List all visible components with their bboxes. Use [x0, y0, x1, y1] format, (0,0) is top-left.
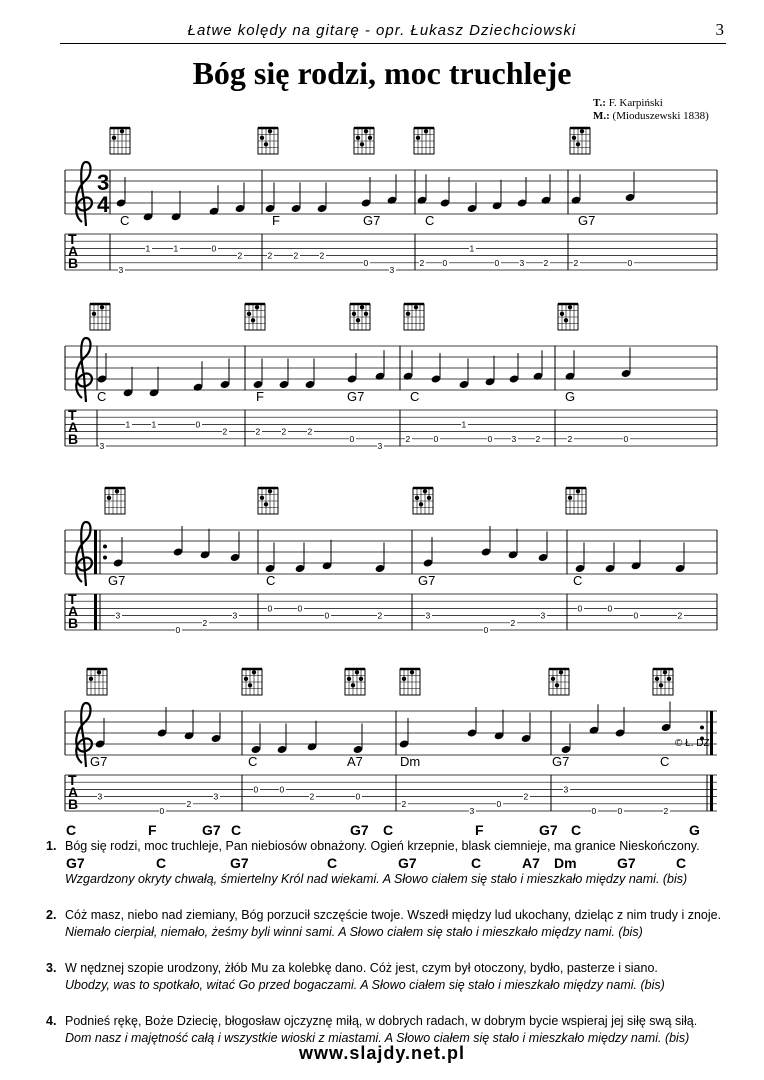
chord-symbol: G7	[90, 754, 108, 769]
chord-symbol: C	[97, 389, 107, 404]
chord-symbol: C	[573, 573, 583, 588]
chord-symbol: Dm	[400, 754, 421, 769]
tab-letter: A	[68, 419, 79, 435]
lyrics-chord: Dm	[554, 855, 577, 871]
note	[533, 350, 544, 381]
header-text: Łatwe kolędy na gitarę - opr. Łukasz Dziechciowski	[187, 22, 577, 39]
tab-fret-number: 2	[202, 617, 208, 628]
music-system-3	[0, 484, 764, 634]
tab-fret-number: 3	[469, 806, 475, 815]
chord-diagram	[242, 669, 262, 695]
music-system-1	[0, 124, 764, 274]
chord-diagram	[413, 488, 433, 514]
note	[277, 724, 288, 755]
chord-diagram	[245, 304, 265, 330]
tab-fret-number: 2	[419, 257, 425, 268]
tab-fret-number: 3	[389, 265, 395, 274]
verse-number: 1.	[46, 839, 57, 853]
chord-diagram	[350, 304, 370, 330]
chord-diagram	[566, 488, 586, 514]
chord-diagram	[400, 669, 420, 695]
tab-fret-number: 0	[591, 806, 597, 815]
tab-fret-number: 0	[496, 798, 502, 809]
lyrics-chord: G7	[398, 855, 417, 871]
chord-symbol: C	[660, 754, 670, 769]
note	[538, 532, 549, 563]
chord-symbol: F	[272, 213, 280, 228]
note	[521, 713, 532, 744]
verse-number: 4.	[46, 1014, 57, 1028]
composer-credit: M.: (Mioduszewski 1838)	[593, 110, 709, 122]
lyrics-chord: C	[156, 855, 167, 871]
tab-fret-number: 0	[363, 257, 369, 268]
note	[631, 540, 642, 571]
tab-fret-number: 3	[115, 610, 121, 621]
verse-text: Niemało cierpiał, niemało, żeśmy byli winni sami. A Słowo ciałem się stało i mieszkało między nami. (bis)	[65, 925, 643, 939]
footer-url[interactable]: www.slajdy.net.pl	[298, 1043, 466, 1063]
tab-letter: A	[68, 784, 79, 800]
note	[541, 174, 552, 205]
chord-symbol: A7	[347, 754, 363, 769]
chord-diagram	[90, 304, 110, 330]
lyrics-chord: G7	[350, 822, 369, 838]
chord-symbol: G7	[552, 754, 570, 769]
chord-symbol: C	[248, 754, 258, 769]
chord-symbol: C	[120, 213, 130, 228]
tab-letter: A	[68, 603, 79, 619]
tab-fret-number: 3	[563, 784, 569, 795]
tab-fret-number: 0	[279, 784, 285, 795]
tab-letter: T	[68, 772, 77, 788]
chord-diagram	[404, 304, 424, 330]
tab-fret-number: 0	[617, 806, 623, 815]
lyrics-chord: G	[689, 822, 700, 838]
note	[230, 532, 241, 563]
tab-fret-number: 2	[401, 798, 407, 809]
chord-diagram	[87, 669, 107, 695]
tab-fret-number: 0	[195, 419, 201, 430]
chord-diagram	[345, 669, 365, 695]
tab-fret-number: 2	[535, 433, 541, 444]
svg-text:4: 4	[97, 192, 110, 217]
tab-fret-number: 3	[540, 610, 546, 621]
note	[403, 350, 414, 381]
tab-fret-number: 2	[543, 257, 549, 268]
verse-2-line	[0, 907, 764, 924]
verse-number: 2.	[46, 908, 57, 922]
tab-staff	[65, 407, 717, 447]
tab-fret-number: 2	[567, 433, 573, 444]
note	[307, 721, 318, 752]
note	[193, 361, 204, 392]
tab-fret-number: 3	[232, 610, 238, 621]
lyrics-chord: C	[383, 822, 394, 838]
music-system-2	[0, 300, 764, 450]
chord-symbol: C	[425, 213, 435, 228]
tab-fret-number: 0	[267, 603, 273, 614]
time-signature	[97, 170, 110, 217]
tab-letter: T	[68, 591, 77, 607]
tab-letter: B	[68, 255, 79, 271]
note	[625, 172, 636, 203]
note	[200, 529, 211, 560]
tab-fret-number: 2	[677, 610, 683, 621]
tab-fret-number: 0	[211, 243, 217, 254]
repeat-start	[94, 530, 107, 630]
note	[211, 713, 222, 744]
note	[265, 543, 276, 574]
note	[467, 183, 478, 214]
tab-fret-number: 2	[523, 791, 529, 802]
lyrics-chord: G7	[230, 855, 249, 871]
lyrics-chord: C	[66, 822, 77, 838]
tab-fret-number: 3	[511, 433, 517, 444]
tab-fret-number: 2	[663, 806, 669, 815]
tab-fret-number: 3	[519, 257, 525, 268]
chord-symbol: G7	[418, 573, 436, 588]
note	[251, 724, 262, 755]
treble-clef	[76, 522, 92, 586]
tab-fret-number: 2	[309, 791, 315, 802]
lyrics-chord-row	[0, 822, 764, 838]
note	[492, 180, 503, 211]
page-header	[0, 0, 764, 40]
lyrics-chord: C	[231, 822, 242, 838]
verse-text: Wzgardzony okryty chwałą, śmiertelny Król nad wiekami. A Słowo ciałem się stało i mieszkało między nami. (bis)	[65, 872, 688, 886]
note	[149, 367, 160, 398]
tab-fret-number: 0	[175, 625, 181, 634]
note	[253, 359, 264, 390]
verse-text: Dom nasz i majętność całą i wszystkie wioski z miastami. A Słowo ciałem się stało i mieszkało między nami. (bis)	[65, 1031, 690, 1045]
tab-fret-number: 3	[97, 791, 103, 802]
lyrics-chord: C	[327, 855, 338, 871]
verse-text: Podnieś rękę, Boże Dziecię, błogosław ojczyznę miłą, w dobrych radach, w dobrym bycie wspieraj jej siłę swą siłą.	[65, 1014, 698, 1028]
tab-fret-number: 2	[186, 798, 192, 809]
lyrics-chord: G7	[617, 855, 636, 871]
note	[621, 348, 632, 379]
lyrics-chord: F	[475, 822, 484, 838]
tab-fret-number: 0	[577, 603, 583, 614]
tab-fret-number: 1	[173, 243, 179, 254]
note	[375, 543, 386, 574]
chord-symbol: G7	[347, 389, 365, 404]
chord-symbol: G7	[108, 573, 126, 588]
header-rule	[60, 43, 726, 44]
tab-letter: B	[68, 615, 79, 631]
note	[387, 174, 398, 205]
tab-fret-number: 0	[494, 257, 500, 268]
treble-clef	[76, 162, 92, 226]
note	[235, 183, 246, 214]
tab-fret-number: 0	[324, 610, 330, 621]
note	[565, 350, 576, 381]
verse-3-line	[0, 960, 764, 977]
verse-4-line	[0, 1013, 764, 1030]
tab-fret-number: 2	[222, 426, 228, 437]
repeat-end	[700, 711, 713, 811]
tab-fret-number: 2	[281, 426, 287, 437]
tab-fret-number: 0	[633, 610, 639, 621]
tab-fret-number: 1	[151, 419, 157, 430]
note	[305, 359, 316, 390]
tab-letter: B	[68, 431, 79, 447]
chord-diagram	[414, 128, 434, 154]
tab-fret-number: 2	[510, 617, 516, 628]
tab-fret-number: 3	[377, 441, 383, 450]
tab-fret-number: 0	[297, 603, 303, 614]
lyrics-chord: G7	[66, 855, 85, 871]
tab-fret-number: 0	[355, 791, 361, 802]
note	[459, 359, 470, 390]
note	[123, 367, 134, 398]
note	[353, 724, 364, 755]
chord-diagram	[258, 488, 278, 514]
chord-symbol: C	[410, 389, 420, 404]
tab-fret-number: 0	[349, 433, 355, 444]
tab-fret-number: 2	[319, 250, 325, 261]
chord-symbol: F	[256, 389, 264, 404]
verse-2-refrain	[0, 924, 764, 941]
note	[209, 185, 220, 216]
chord-diagram	[570, 128, 590, 154]
chord-symbol: G	[565, 389, 576, 404]
tab-fret-number: 2	[293, 250, 299, 261]
tab-fret-number: 0	[253, 784, 259, 795]
verse-text: Bóg się rodzi, moc truchleje, Pan niebiosów obnażony. Ogień krzepnie, blask ciemnieje, ma granice Nieskończony.	[65, 839, 700, 853]
note	[575, 543, 586, 574]
staff	[65, 346, 717, 390]
note	[508, 529, 519, 560]
tab-fret-number: 0	[442, 257, 448, 268]
tab-fret-number: 2	[307, 426, 313, 437]
note	[171, 191, 182, 222]
tab-fret-number: 3	[213, 791, 219, 802]
note	[291, 183, 302, 214]
note	[675, 543, 686, 574]
note	[605, 543, 616, 574]
note	[485, 356, 496, 387]
tab-fret-number: 3	[425, 610, 431, 621]
lyrics-chord: C	[471, 855, 482, 871]
tab-fret-number: 0	[487, 433, 493, 444]
music-system-4	[0, 665, 764, 815]
chord-diagram	[558, 304, 578, 330]
tab-letter: B	[68, 796, 79, 812]
verse-text: Cóż masz, niebo nad ziemiany, Bóg porzucił szczęście twoje. Wszedł między lud ukochany, dzieląc z nim trudy i znoje.	[65, 908, 722, 922]
note	[143, 191, 154, 222]
tab-fret-number: 3	[99, 441, 105, 450]
lyrics-chord: A7	[522, 855, 540, 871]
note	[184, 710, 195, 741]
note	[661, 702, 672, 733]
lyricist-credit: T.: F. Karpiński	[593, 97, 663, 109]
tab-fret-number: 1	[469, 243, 475, 254]
chord-diagram	[110, 128, 130, 154]
note	[220, 359, 231, 390]
tab-fret-number: 0	[623, 433, 629, 444]
note	[279, 359, 290, 390]
tab-fret-number: 0	[159, 806, 165, 815]
tab-fret-number: 3	[118, 265, 124, 274]
note	[295, 543, 306, 574]
lyrics-section	[0, 822, 764, 1047]
tab-fret-number: 2	[267, 250, 273, 261]
note	[265, 183, 276, 214]
verse-1-line	[0, 838, 764, 855]
note	[571, 174, 582, 205]
tab-fret-number: 2	[255, 426, 261, 437]
tab-fret-number: 1	[145, 243, 151, 254]
verse-1-refrain	[0, 871, 764, 888]
tab-staff	[65, 591, 717, 631]
note	[561, 724, 572, 755]
lyrics-chord: C	[571, 822, 582, 838]
tab-letter: T	[68, 231, 77, 247]
lyrics-chord: G7	[539, 822, 558, 838]
treble-clef	[76, 338, 92, 402]
chord-diagram	[105, 488, 125, 514]
tab-fret-number: 2	[573, 257, 579, 268]
tab-fret-number: 2	[405, 433, 411, 444]
tab-fret-number: 1	[461, 419, 467, 430]
staff	[65, 530, 717, 574]
lyrics-chord: C	[676, 855, 687, 871]
verse-text: Ubodzy, was to spotkało, witać Go przed bogaczami. A Słowo ciałem się stało i mieszkało między nami. (bis)	[65, 978, 665, 992]
chord-symbol: G7	[578, 213, 596, 228]
chord-diagram	[258, 128, 278, 154]
chord-symbol: G7	[363, 213, 381, 228]
verse-3-refrain	[0, 977, 764, 994]
note	[317, 183, 328, 214]
chord-symbol: C	[266, 573, 276, 588]
tab-fret-number: 1	[125, 419, 131, 430]
chord-diagram	[354, 128, 374, 154]
copyright-mark: © Ł. DZ	[675, 738, 710, 749]
tab-fret-number: 0	[433, 433, 439, 444]
page-number: 3	[715, 20, 724, 39]
note	[494, 710, 505, 741]
staff	[65, 170, 717, 214]
note	[322, 540, 333, 571]
chord-diagram	[653, 669, 673, 695]
note	[589, 704, 600, 735]
lyrics-chord: G7	[202, 822, 221, 838]
tab-fret-number: 0	[627, 257, 633, 268]
svg-text:3: 3	[97, 170, 110, 195]
lyrics-chord: F	[148, 822, 157, 838]
song-title: Bóg się rodzi, moc truchleje	[192, 55, 572, 91]
tab-letter: T	[68, 407, 77, 423]
tab-fret-number: 2	[377, 610, 383, 621]
note	[417, 174, 428, 205]
chord-diagram	[549, 669, 569, 695]
tab-fret-number: 0	[483, 625, 489, 634]
verse-text: W nędznej szopie urodzony, żłób Mu za kolebkę dano. Cóż jest, czym był otoczony, bydło, pasterze i siano.	[65, 961, 658, 975]
verse-number: 3.	[46, 961, 57, 975]
lyrics-chord-row	[0, 855, 764, 871]
tab-fret-number: 2	[237, 250, 243, 261]
tab-letter: A	[68, 243, 79, 259]
note	[375, 350, 386, 381]
tab-fret-number: 0	[607, 603, 613, 614]
